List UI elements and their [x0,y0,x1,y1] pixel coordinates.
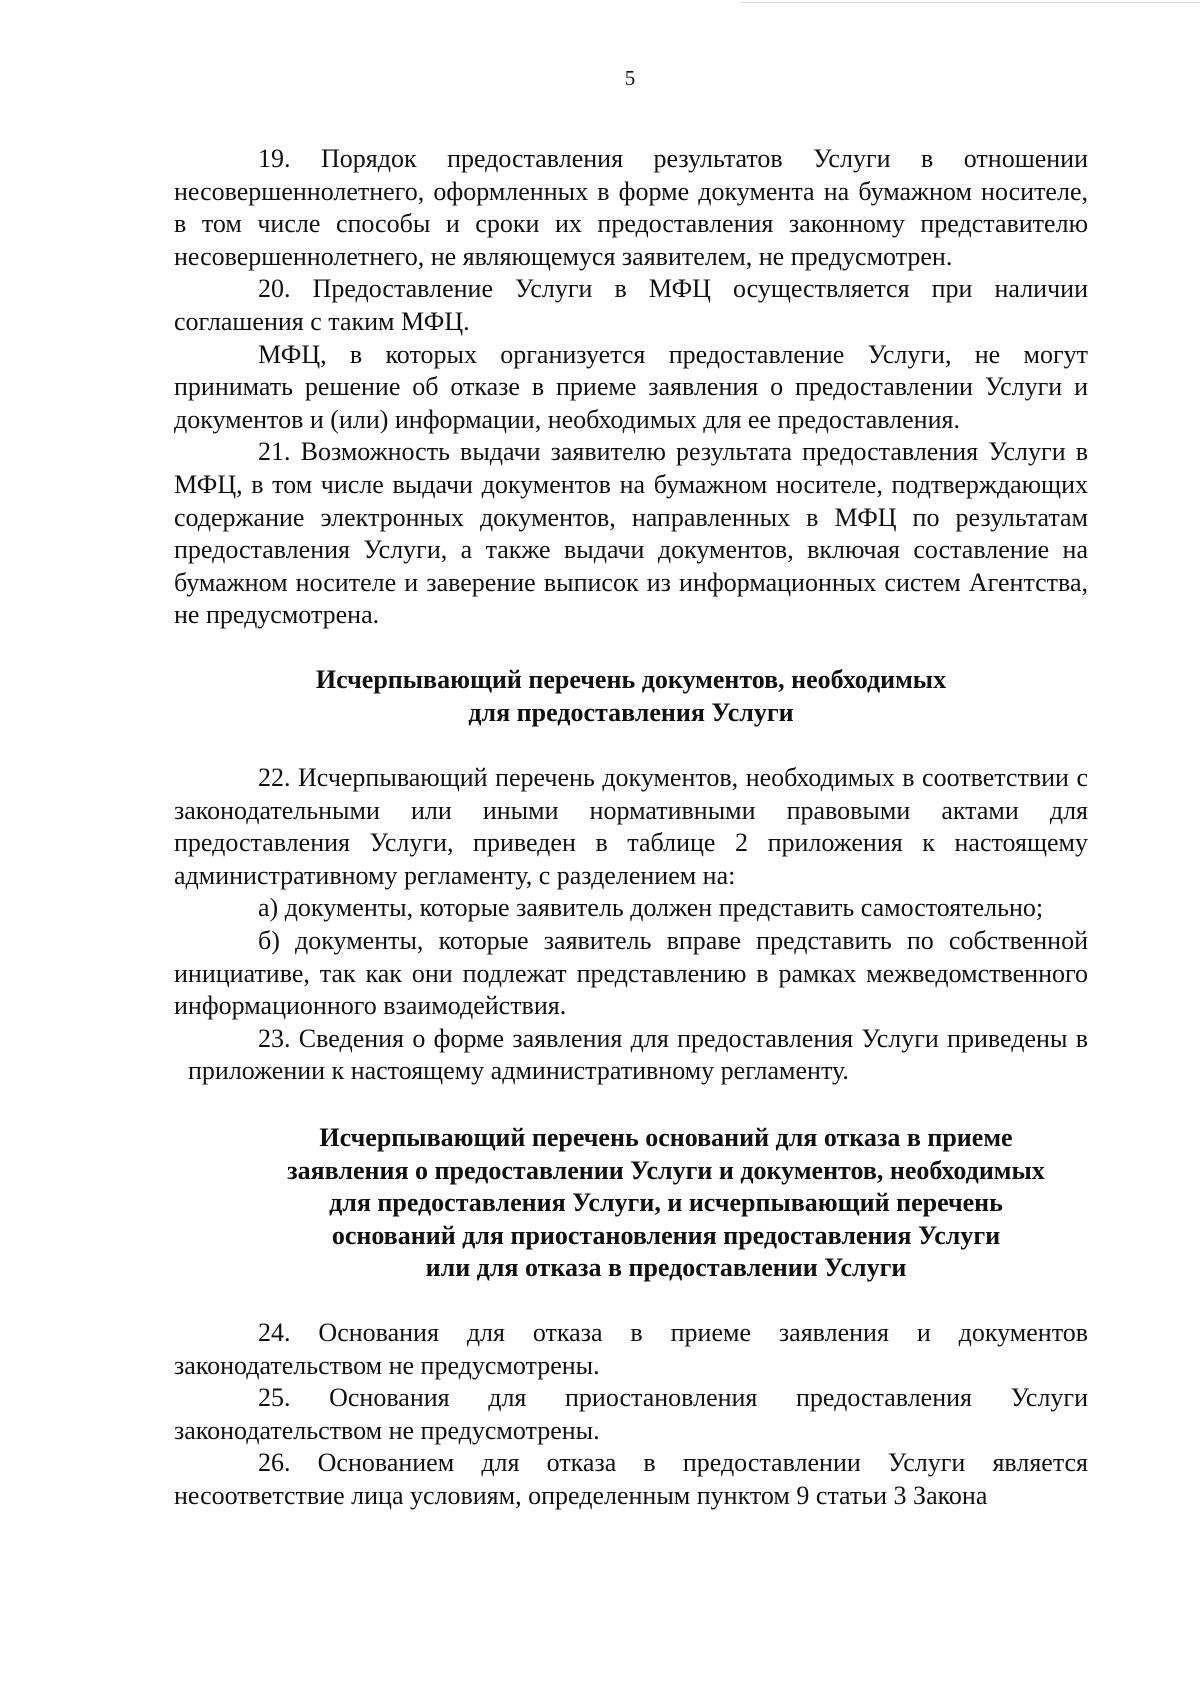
scan-artifact-top-right [740,2,1200,3]
paragraph-19: 19. Порядок предоставления результатов Услуги в отношении несовершеннолетнего, оформленных в форме документа на бумажном носителе, в том числе способы и сроки их предоставления законному представителю несовершеннолетнего, не являющемуся заявителем, не предусмотрен. [174,144,1088,271]
paragraph-24: 24. Основания для отказа в приеме заявления и документов законодательством не предусмотрены. [174,1318,1088,1380]
document-body [174,143,1088,1513]
heading-line: для предоставления Услуги, и исчерпывающий перечень [329,1188,1003,1218]
heading-line: или для отказа в предоставлении Услуги [425,1253,907,1283]
section-heading-refusal-grounds [174,1122,1088,1285]
paragraph-21: 21. Возможность выдачи заявителю результата предоставления Услуги в МФЦ, в том числе выдачи документов на бумажном носителе, подтверждающих содержание электронных документов, направленных в МФЦ по результатам предоставления Услуги, а также выдачи документов, включая составление на бумажном носителе и заверение выписок из информационных систем Агентства, не предусмотрена. [174,437,1088,630]
paragraph-26: 26. Основанием для отказа в предоставлении Услуги является несоответствие лица условиям, определенным пунктом 9 статьи 3 Закона [174,1448,1088,1510]
heading-line: Исчерпывающий перечень документов, необходимых [315,664,947,694]
heading-line: оснований для приостановления предоставления Услуги [331,1220,1001,1250]
paragraph-23: 23. Сведения о форме заявления для предоставления Услуги приведены в приложении к настоящему административному регламенту. [188,1023,1088,1086]
paragraph-22: 22. Исчерпывающий перечень документов, необходимых в соответствии с законодательными или иными нормативными правовыми актами для предоставления Услуги, приведен в таблице 2 приложения к настоящему административному регламенту, с разделением на: [174,763,1088,890]
paragraph-22-a: а) документы, которые заявитель должен представить самостоятельно; [258,893,1044,923]
page-number: 5 [624,66,636,90]
paragraph-25: 25. Основания для приостановления предоставления Услуги законодательством не предусмотрены. [174,1383,1088,1445]
section-heading-documents [174,664,1088,729]
paragraph-22-b: б) документы, которые заявитель вправе представить по собственной инициативе, так как они подлежат представлению в рамках межведомственного информационного взаимодействия. [174,926,1088,1021]
paragraph-20: 20. Предоставление Услуги в МФЦ осуществляется при наличии соглашения с таким МФЦ. [174,274,1088,336]
heading-line: заявления о предоставлении Услуги и документов, необходимых [287,1155,1045,1185]
paragraph-20-mfc: МФЦ, в которых организуется предоставление Услуги, не могут принимать решение об отказе в приеме заявления о предоставлении Услуги и документов и (или) информации, необходимых для ее предоставления. [174,339,1088,434]
heading-line: для предоставления Услуги [468,697,794,727]
heading-line: Исчерпывающий перечень оснований для отказа в приеме [319,1123,1013,1153]
